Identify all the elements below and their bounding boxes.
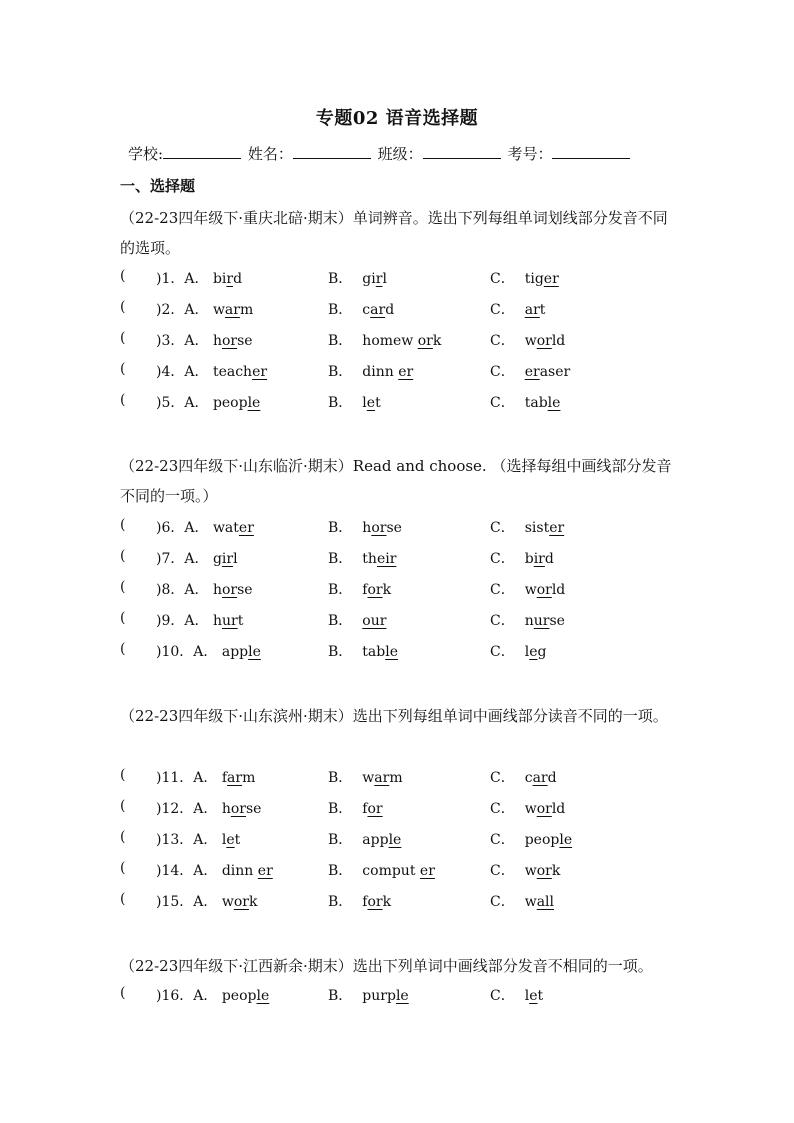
answer-paren[interactable]: (: [120, 330, 126, 346]
option-c-word: nurse: [524, 613, 565, 629]
option-c-word: let: [524, 988, 544, 1004]
option-b-word: apple: [362, 832, 402, 848]
name-blank[interactable]: [293, 144, 371, 159]
option-b-letter: B．: [328, 988, 353, 1004]
option-b[interactable]: [328, 268, 387, 288]
question-row: [120, 361, 680, 385]
option-c[interactable]: [490, 548, 554, 568]
option-c[interactable]: [490, 798, 565, 818]
option-c-word: sister: [524, 520, 565, 536]
option-b-word: dinn er: [362, 364, 414, 380]
underlined-sound: eir: [376, 551, 397, 567]
option-c-letter: C．: [490, 863, 515, 879]
option-b-letter: B．: [328, 551, 353, 567]
question-number: )7．A． girl: [156, 551, 238, 567]
option-c-word: work: [524, 863, 561, 879]
underlined-sound: er: [524, 364, 540, 380]
school-blank[interactable]: [163, 144, 241, 159]
class-label: 班级：: [377, 145, 423, 163]
option-c-letter: C．: [490, 832, 515, 848]
option-a-word: let: [221, 832, 241, 848]
option-b[interactable]: [328, 641, 398, 661]
underlined-sound: or: [230, 801, 246, 817]
option-c[interactable]: [490, 891, 554, 911]
option-a-word: apple: [221, 644, 261, 660]
option-b[interactable]: [328, 829, 401, 849]
option-b-letter: B．: [328, 364, 353, 380]
option-b-letter: B．: [328, 333, 353, 349]
option-c-letter: C．: [490, 644, 515, 660]
option-b[interactable]: [328, 392, 381, 412]
underlined-sound: ir: [221, 551, 234, 567]
option-c[interactable]: [490, 860, 560, 880]
option-c-word: bird: [524, 551, 554, 567]
underlined-sound: or: [221, 333, 238, 349]
option-b-letter: B．: [328, 271, 353, 287]
option-b-letter: B．: [328, 863, 353, 879]
question-number: )16．A． people: [156, 988, 270, 1004]
section-heading: 一、选择题: [120, 177, 196, 195]
option-b-letter: B．: [328, 801, 353, 817]
number-label: 考号：: [507, 145, 553, 163]
underlined-sound: ar: [224, 302, 240, 318]
underlined-sound: le: [385, 644, 398, 660]
option-c[interactable]: [490, 610, 565, 630]
option-b-letter: B．: [328, 582, 353, 598]
option-b-letter: B．: [328, 520, 353, 536]
option-c-word: world: [524, 333, 566, 349]
option-b-word: for: [362, 801, 383, 817]
underlined-sound: ir: [533, 551, 545, 567]
answer-paren[interactable]: (: [120, 985, 126, 1001]
underlined-sound: e: [366, 395, 376, 411]
question-row: [120, 517, 680, 541]
underlined-sound: or: [536, 582, 552, 598]
question-number: )4．A． teacher: [156, 364, 268, 380]
question-number: )12．A． horse: [156, 801, 262, 817]
underlined-sound: our: [362, 613, 387, 629]
option-b-word: table: [362, 644, 398, 660]
underlined-sound: er: [398, 364, 414, 380]
option-b-word: [362, 613, 386, 629]
question-row: [120, 579, 680, 603]
question-number: )2．A． warm: [156, 302, 254, 318]
option-a-word: horse: [212, 582, 253, 598]
underlined-sound: or: [536, 801, 552, 817]
answer-paren[interactable]: (: [120, 299, 126, 315]
option-a-word: farm: [221, 770, 256, 786]
question-number: )15．A． work: [156, 894, 258, 910]
option-b-word: girl: [362, 271, 387, 287]
underlined-sound: or: [367, 801, 383, 817]
option-c-word: card: [524, 770, 557, 786]
class-blank[interactable]: [423, 144, 501, 159]
question-row: [120, 548, 680, 572]
option-b[interactable]: [328, 891, 391, 911]
option-c-word: world: [524, 582, 566, 598]
option-b-word: horse: [362, 520, 402, 536]
option-b[interactable]: [328, 517, 402, 537]
option-a-word: people: [212, 395, 261, 411]
underlined-sound: le: [559, 832, 573, 848]
question-row: [120, 860, 680, 884]
question-number: )6．A． water: [156, 520, 254, 536]
option-c-letter: C．: [490, 364, 515, 380]
option-b-word: purple: [362, 988, 409, 1004]
group-instruction: （22-23四年级下·重庆北碚·期末）单词辨音。选出下列每组单词划线部分发音不同的选项。: [120, 209, 668, 257]
answer-paren[interactable]: (: [120, 829, 126, 845]
question-number: )1．A． bird: [156, 271, 243, 287]
answer-paren[interactable]: (: [120, 361, 126, 377]
answer-paren[interactable]: (: [120, 860, 126, 876]
option-c[interactable]: [490, 985, 543, 1005]
underlined-sound: er: [543, 271, 559, 287]
group-instruction: （22-23四年级下·山东滨州·期末）选出下列每组单词中画线部分读音不同的一项。: [120, 707, 668, 725]
underlined-sound: all: [536, 894, 555, 910]
option-c-word: tiger: [524, 271, 559, 287]
option-a-word: hurt: [212, 613, 244, 629]
option-c-letter: C．: [490, 302, 515, 318]
option-b-word: warm: [362, 770, 403, 786]
underlined-sound: le: [247, 395, 261, 411]
underlined-sound: er: [419, 863, 435, 879]
page-title: 专题02 语音选择题: [315, 108, 479, 129]
option-c[interactable]: [490, 299, 545, 319]
student-info-line: [128, 143, 632, 164]
underlined-sound: er: [238, 520, 254, 536]
option-b[interactable]: [328, 579, 391, 599]
underlined-sound: er: [549, 520, 565, 536]
option-b-letter: B．: [328, 894, 353, 910]
option-c[interactable]: [490, 361, 570, 381]
question-row: [120, 330, 680, 354]
option-a-word: horse: [221, 801, 262, 817]
question-row: [120, 392, 680, 416]
question-number: )11．A． farm: [156, 770, 256, 786]
question-row: [120, 829, 680, 853]
school-label: 学校:: [128, 145, 164, 163]
answer-paren[interactable]: (: [120, 268, 126, 284]
underlined-sound: ar: [524, 302, 540, 318]
question-row: [120, 798, 680, 822]
underlined-sound: ar: [532, 770, 548, 786]
question-row: [120, 299, 680, 323]
answer-paren[interactable]: (: [120, 579, 126, 595]
answer-paren[interactable]: (: [120, 392, 126, 408]
option-c[interactable]: [490, 268, 559, 288]
option-c-word: eraser: [524, 364, 571, 380]
underlined-sound: e: [529, 988, 538, 1004]
underlined-sound: er: [252, 364, 268, 380]
underlined-sound: le: [395, 988, 409, 1004]
option-b[interactable]: [328, 299, 394, 319]
question-number: )3．A． horse: [156, 333, 253, 349]
option-c-word: leg: [524, 644, 547, 660]
option-c[interactable]: [490, 517, 564, 537]
option-b-letter: B．: [328, 770, 353, 786]
option-b[interactable]: [328, 610, 386, 630]
underlined-sound: or: [536, 333, 552, 349]
underlined-sound: or: [233, 894, 249, 910]
option-a-word: warm: [212, 302, 254, 318]
option-c-word: table: [524, 395, 561, 411]
option-a-word: horse: [212, 333, 253, 349]
option-c-letter: C．: [490, 988, 515, 1004]
option-c[interactable]: [490, 330, 565, 350]
underlined-sound: ur: [221, 613, 238, 629]
option-b[interactable]: [328, 361, 413, 381]
option-b-letter: B．: [328, 644, 353, 660]
option-b-word: card: [362, 302, 395, 318]
option-c-word: art: [524, 302, 546, 318]
option-c[interactable]: [490, 392, 560, 412]
underlined-sound: or: [221, 582, 238, 598]
question-row: [120, 891, 680, 915]
option-a-word: dinn er: [221, 863, 273, 879]
option-c-letter: C．: [490, 271, 515, 287]
underlined-sound: ur: [533, 613, 550, 629]
option-b[interactable]: [328, 330, 441, 350]
underlined-sound: le: [256, 988, 270, 1004]
option-b-letter: B．: [328, 613, 353, 629]
answer-paren[interactable]: (: [120, 767, 126, 783]
underlined-sound: or: [367, 582, 383, 598]
option-c[interactable]: [490, 829, 572, 849]
option-c-word: world: [524, 801, 566, 817]
option-c-letter: C．: [490, 801, 515, 817]
option-b-word: their: [362, 551, 397, 567]
underlined-sound: or: [417, 333, 433, 349]
option-c-letter: C．: [490, 333, 515, 349]
underlined-sound: le: [547, 395, 561, 411]
option-c[interactable]: [490, 767, 557, 787]
answer-paren[interactable]: (: [120, 641, 126, 657]
option-b-letter: B．: [328, 302, 353, 318]
option-c-word: wall: [524, 894, 555, 910]
option-b-letter: B．: [328, 832, 353, 848]
underlined-sound: r: [375, 271, 383, 287]
question-row: [120, 268, 680, 292]
answer-paren[interactable]: (: [120, 517, 126, 533]
underlined-sound: ar: [374, 770, 390, 786]
underlined-sound: or: [367, 894, 383, 910]
option-c-word: people: [524, 832, 573, 848]
option-c-letter: C．: [490, 613, 515, 629]
option-c-letter: C．: [490, 894, 515, 910]
underlined-sound: ar: [370, 302, 386, 318]
answer-paren[interactable]: (: [120, 891, 126, 907]
underlined-sound: ar: [227, 770, 243, 786]
option-c-letter: C．: [490, 582, 515, 598]
option-b-word: fork: [362, 894, 392, 910]
underlined-sound: r: [226, 271, 234, 287]
question-row: [120, 767, 680, 791]
question-row: [120, 641, 680, 665]
option-b-word: homew ork: [362, 333, 442, 349]
option-b-word: comput er: [362, 863, 435, 879]
question-number: )14．A． dinn er: [156, 863, 273, 879]
option-a-word: people: [221, 988, 270, 1004]
option-c[interactable]: [490, 579, 565, 599]
question-row: [120, 610, 680, 634]
question-number: )10．A． apple: [156, 644, 261, 660]
option-b[interactable]: [328, 548, 396, 568]
answer-paren[interactable]: (: [120, 798, 126, 814]
option-b[interactable]: [328, 985, 409, 1005]
option-b[interactable]: [328, 798, 383, 818]
option-c-letter: C．: [490, 520, 515, 536]
question-number: )9．A． hurt: [156, 613, 244, 629]
option-c-letter: C．: [490, 770, 515, 786]
underlined-sound: or: [371, 520, 387, 536]
question-row: [120, 985, 680, 1009]
number-blank[interactable]: [552, 144, 630, 159]
group-instruction: （22-23四年级下·山东临沂·期末）Read and choose. （选择每组中画线部分发音不同的一项。）: [120, 457, 672, 505]
underlined-sound: or: [536, 863, 552, 879]
answer-paren[interactable]: (: [120, 610, 126, 626]
option-c[interactable]: [490, 641, 546, 661]
option-b-word: let: [362, 395, 381, 411]
option-a-word: work: [221, 894, 258, 910]
option-b[interactable]: [328, 860, 435, 880]
option-b-word: fork: [362, 582, 392, 598]
underlined-sound: e: [529, 644, 538, 660]
option-a-word: bird: [212, 271, 243, 287]
option-a-word: water: [212, 520, 254, 536]
underlined-sound: e: [226, 832, 235, 848]
question-number: )5．A． people: [156, 395, 261, 411]
option-a-word: teacher: [212, 364, 268, 380]
answer-paren[interactable]: (: [120, 548, 126, 564]
underlined-sound: le: [248, 644, 261, 660]
option-c-letter: C．: [490, 551, 515, 567]
group-instruction: （22-23四年级下·江西新余·期末）选出下列单词中画线部分发音不相同的一项。: [120, 957, 653, 975]
underlined-sound: er: [257, 863, 273, 879]
option-b-letter: B．: [328, 395, 353, 411]
question-number: )13．A． let: [156, 832, 241, 848]
option-a-word: girl: [212, 551, 238, 567]
name-label: 姓名：: [247, 145, 293, 163]
question-number: )8．A． horse: [156, 582, 253, 598]
underlined-sound: le: [388, 832, 402, 848]
option-c-letter: C．: [490, 395, 515, 411]
option-b[interactable]: [328, 767, 403, 787]
